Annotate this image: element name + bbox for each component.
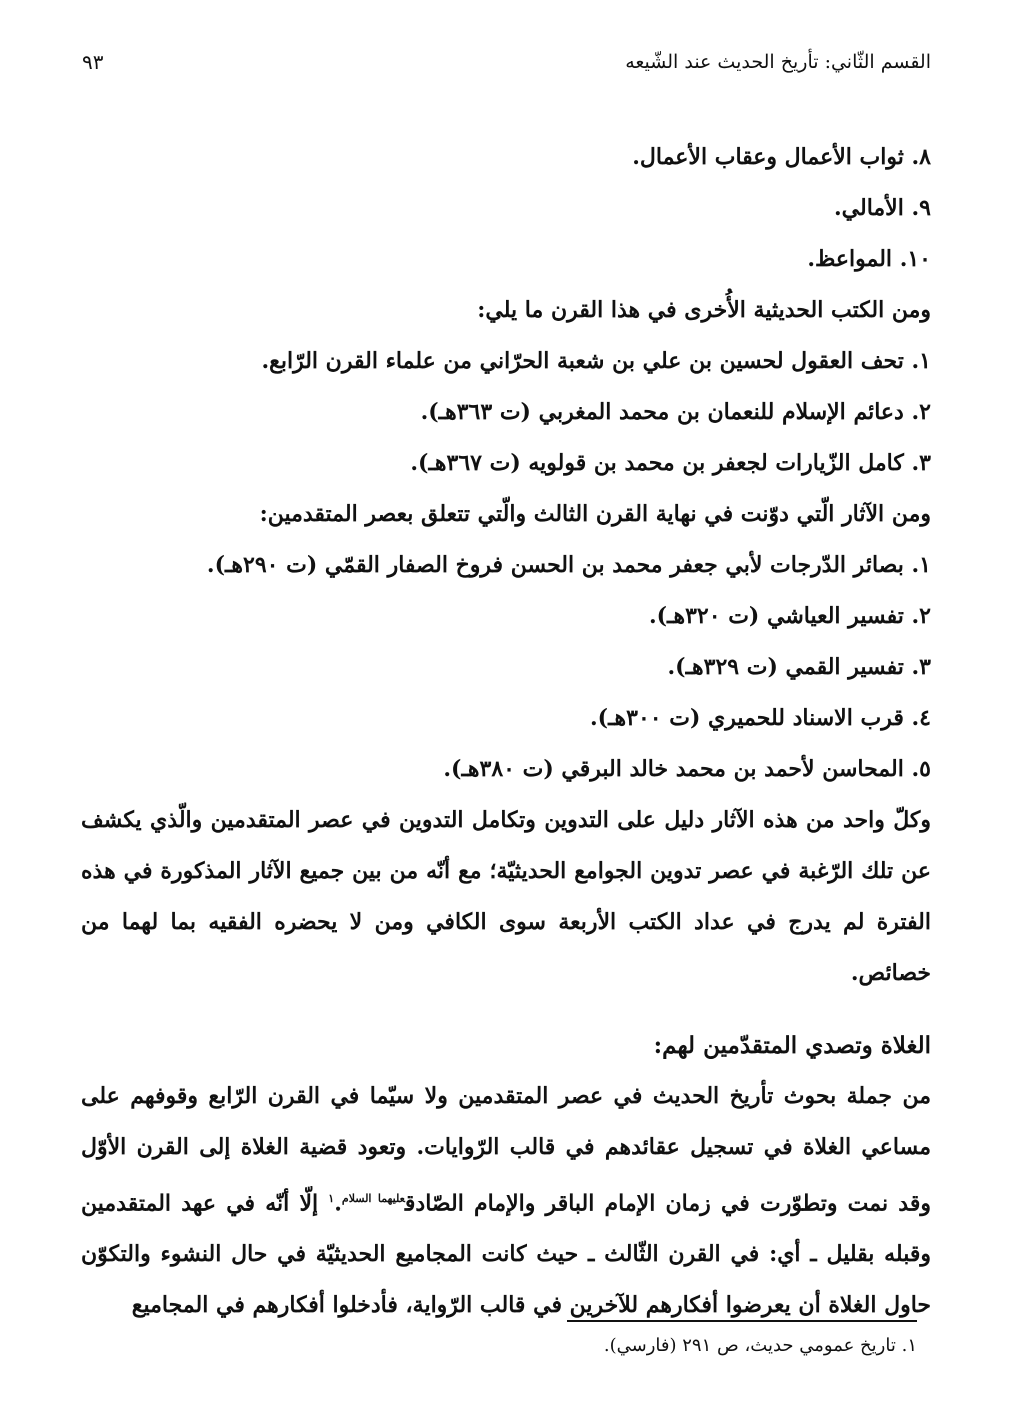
list-item: ٩. الأمالي.: [834, 195, 931, 221]
section-heading: الغلاة وتصدي المتقدّمين لهم:: [653, 1032, 931, 1059]
list-item: ٤. قرب الاسناد للحميري (ت ٣٠٠هـ).: [590, 705, 931, 731]
intro-third-century: ومن الآثار الّتي دوّنت في نهاية القرن الثالث والّتي تتعلق بعصر المتقدمين:: [259, 501, 931, 527]
footnote: ١. تاريخ عمومي حديث، ص ٢٩١ (فارسي).: [603, 1335, 917, 1356]
running-header: [82, 42, 931, 82]
body-text: [81, 132, 931, 1331]
footnote-divider: [567, 1320, 917, 1322]
list-item: ٣. كامل الزّيارات لجعفر بن محمد بن قولويه (ت ٣٦٧هـ).: [410, 450, 931, 476]
honorific-symbol: عليهما السلام: [341, 1192, 405, 1205]
list-item: ٨. ثواب الأعمال وعقاب الأعمال.: [632, 144, 931, 170]
list-item: ٢. تفسير العياشي (ت ٣٢٠هـ).: [648, 603, 931, 629]
list-item: ٥. المحاسن لأحمد بن محمد خالد البرقي (ت ٣٨٠هـ).: [443, 756, 931, 782]
list-item: ١٠. المواعظ.: [807, 246, 931, 272]
paragraph-ghulat-part2: إلّا أنّه في عهد المتقدمين وقبله بقليل ـ أي: في القرن الثّالث ـ حيث كانت المجاميع الحديثيّة في حال النشوء والتكوّن حاول الغلاة أن يعرضوا أفكارهم للآخرين في قالب الرّواية، فأدخلوا أفكارهم في المجاميع: [81, 1190, 931, 1319]
paragraph-summary: وكلّ واحد من هذه الآثار دليل على التدوين وتكامل التدوين في عصر المتقدمين والّذي يكشف عن تلك الرّغبة في عصر تدوين الجوامع الحديثيّة؛ مع أنّه من بين جميع الآثار المذكورة في هذه الفترة لم يدرج في عداد الكتب الأربعة سوى الكافي ومن لا يحضره الفقيه بما لهما من خصائص.: [81, 807, 931, 986]
footnote-marker: ١: [328, 1192, 335, 1205]
page-number: ٩٣: [82, 50, 104, 74]
header-title: القسم الثّاني: تأريخ الحديث عند الشّيعه: [625, 51, 931, 73]
list-item: ١. بصائر الدّرجات لأبي جعفر محمد بن الحسن فروخ الصفار القمّي (ت ٢٩٠هـ).: [206, 552, 931, 578]
paragraph-ghulat-part1: من جملة بحوث تأريخ الحديث في عصر المتقدمين ولا سيّما في القرن الرّابع وقوفهم على مساعي الغلاة في تسجيل عقائدهم في قالب الرّوايات. وتعود قضية الغلاة إلى القرن الأوّل وقد نمت وتطوّرت في زمان الإمام الباقر والإمام الصّادق: [81, 1083, 931, 1217]
list-item: ١. تحف العقول لحسين بن علي بن شعبة الحرّاني من علماء القرن الرّابع.: [261, 348, 931, 374]
intro-other-books: ومن الكتب الحديثية الأُخرى في هذا القرن ما يلي:: [477, 297, 931, 323]
list-item: ٣. تفسير القمي (ت ٣٢٩هـ).: [667, 654, 931, 680]
paragraph-ghulat: من جملة بحوث تأريخ الحديث في عصر المتقدمين ولا سيّما في القرن الرّابع وقوفهم على مساعي الغلاة في تسجيل عقائدهم في قالب الرّوايات. وتعود قضية الغلاة إلى القرن الأوّل وقد نمت وتطوّرت في زمان الإمام الباقر والإمام الصّادق$^{عليهما السلام}$.$^١$ إلّا أنّه في عهد المتقدمين وقبله بقليل ـ أي: في القرن الثّالث ـ حيث كانت المجاميع الحديثيّة في حال النشوء والتكوّن حاول الغلاة أن يعرضوا أفكارهم للآخرين في قالب الرّواية، فأدخلوا أفكارهم في المجاميع: [81, 1083, 931, 1319]
list-item: ٢. دعائم الإسلام للنعمان بن محمد المغربي (ت ٣٦٣هـ).: [420, 399, 931, 425]
